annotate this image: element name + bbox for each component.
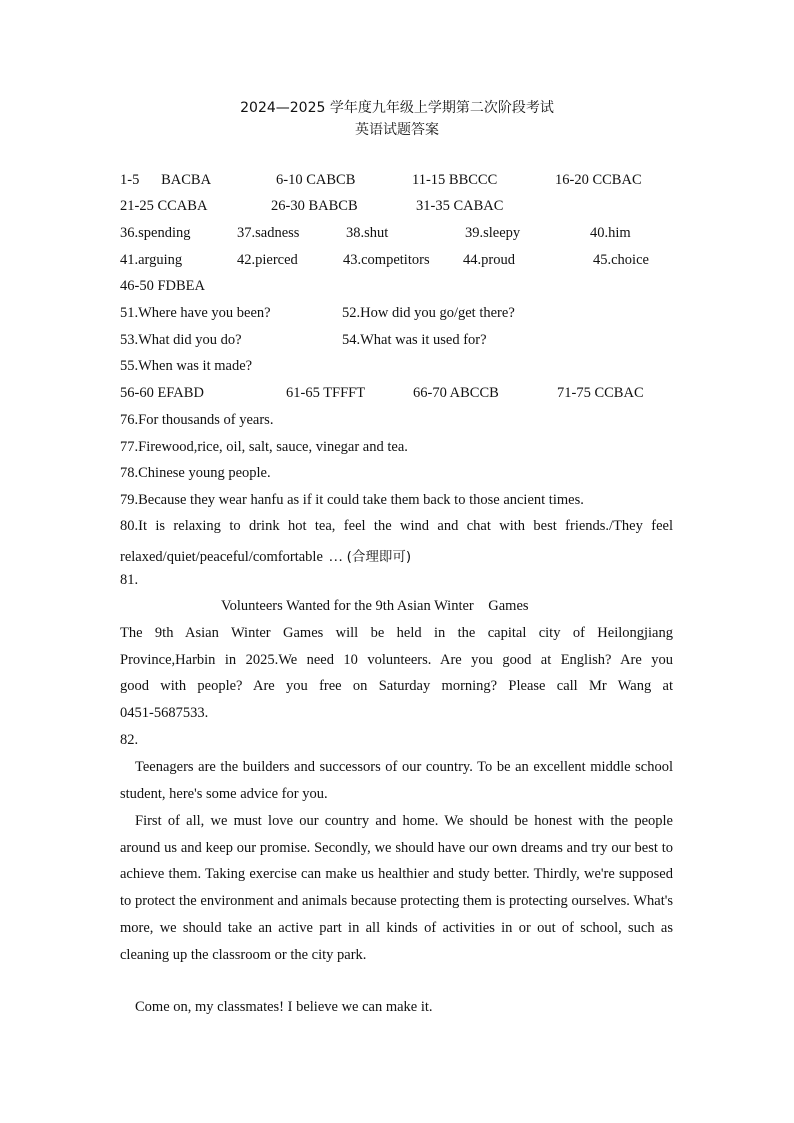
answer-36: 36.spending (120, 225, 191, 241)
essay-paragraph-2: First of all, we must love our country and home. We should be honest with the people around us and keep our promise. Secondly, we should have our own dreams and try our best to achieve them. Taking exercise can make us healthier and study better. Thirdly, we're supposed to protect the environment and animals because protecting them is protecting ourselves. What's more, we should take an active part in all kinds of activities in or out of school, such as cleaning up the classroom or the city park. (120, 813, 673, 963)
notice-line-1: The 9th Asian Winter Games will be held in the capital city of Heilongjiang (120, 625, 673, 641)
answer-44: 44.proud (463, 252, 515, 268)
notice-line-4: 0451-5687533. (120, 705, 209, 721)
answer-52: 52.How did you go/get there? (342, 305, 515, 321)
answer-45: 45.choice (593, 252, 649, 268)
question-81-number: 81. (120, 572, 139, 588)
answer-80-text: relaxed/quiet/peaceful/comfortable … (120, 549, 344, 565)
answer-group-71-75: 71-75 CCBAC (557, 385, 644, 401)
answer-40: 40.him (590, 225, 631, 241)
essay-paragraph-1: Teenagers are the builders and successors of our country. To be an excellent middle school student, here's some advice for you. (120, 759, 673, 802)
answer-55: 55.When was it made? (120, 358, 253, 374)
answer-37: 37.sadness (237, 225, 300, 241)
answer-76: 76.For thousands of years. (120, 412, 274, 428)
essay-paragraph-3: Come on, my classmates! I believe we can make it. (135, 999, 433, 1015)
answer-51: 51.Where have you been? (120, 305, 271, 321)
answer-41: 41.arguing (120, 252, 183, 268)
answer-group-26-30: 26-30 BABCB (271, 198, 358, 214)
notice-line-2: Province,Harbin in 2025.We need 10 volunteers. Are you good at English? Are you (120, 652, 673, 668)
notice-line-3: good with people? Are you free on Saturday morning? Please call Mr Wang at (120, 678, 673, 694)
answer-80-line-2 (120, 545, 411, 566)
answer-43: 43.competitors (343, 252, 430, 268)
answer-54: 54.What was it used for? (342, 332, 487, 348)
answer-80-note: (合理即可) (346, 549, 412, 565)
answer-group-21-25: 21-25 CCABA (120, 198, 208, 214)
question-82-number: 82. (120, 732, 139, 748)
answer-group-16-20: 16-20 CCBAC (555, 172, 642, 188)
answer-group-46-50: 46-50 FDBEA (120, 278, 205, 294)
notice-heading: Volunteers Wanted for the 9th Asian Winter Games (221, 598, 529, 614)
answer-group-56-60: 56-60 EFABD (120, 385, 204, 401)
answer-group-31-35: 31-35 CABAC (416, 198, 504, 214)
page-subtitle: 英语试题答案 (355, 122, 439, 138)
answer-53: 53.What did you do? (120, 332, 242, 348)
answer-group-66-70: 66-70 ABCCB (413, 385, 499, 401)
answer-78: 78.Chinese young people. (120, 465, 271, 481)
answer-39: 39.sleepy (465, 225, 521, 241)
answer-38: 38.shut (346, 225, 389, 241)
answer-80-line-1: 80.It is relaxing to drink hot tea, feel the wind and chat with best friends./They feel (120, 518, 673, 534)
page-title: 2024—2025 学年度九年级上学期第二次阶段考试 (240, 100, 554, 116)
answer-group-11-15: 11-15 BBCCC (412, 172, 498, 188)
answer-42: 42.pierced (237, 252, 298, 268)
answer-group-61-65: 61-65 TFFFT (286, 385, 366, 401)
answer-group-6-10: 6-10 CABCB (276, 172, 356, 188)
answer-79: 79.Because they wear hanfu as if it could take them back to those ancient times. (120, 492, 584, 508)
answer-77: 77.Firewood,rice, oil, salt, sauce, vinegar and tea. (120, 439, 408, 455)
answer-group-1-5: 1-5 BACBA (120, 172, 212, 188)
